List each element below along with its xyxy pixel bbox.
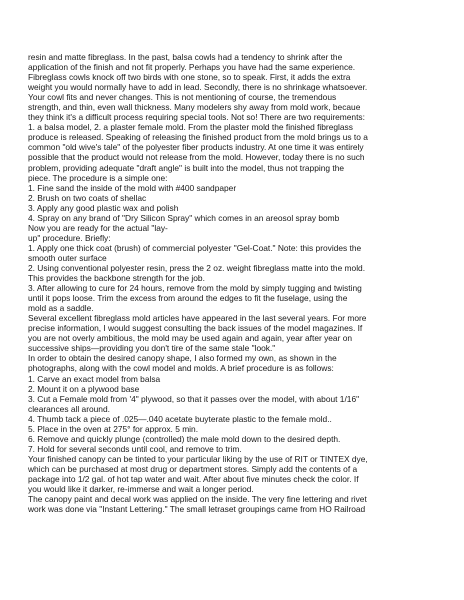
text-line: strength, and thin, even wall thickness. Many modelers shy away from mold work, becaue: [28, 102, 361, 113]
text-line: Your cowl fits and never changes. This is not mentioning of course, the tremendous: [28, 92, 337, 103]
list-item: 1. Apply one thick coat (brush) of commercial polyester "Gel-Coat." Note: this provides the: [28, 242, 362, 253]
text-line: successive ships—providing you don't tire of the same stale "look.": [28, 343, 276, 354]
text-line: application of the finish and not fit properly. Perhaps you have had the same experience.: [28, 62, 356, 73]
text-line: you are not overly ambitious, the mold may be used again and again, year after year on: [28, 333, 353, 344]
text-line: which can be purchased at most drug or department stores. Simply add the contents of a: [28, 463, 358, 474]
text-line: common "old wive's tale" of the polyester fiber products industry. At one time it was entirely: [28, 142, 364, 153]
text-line: weight you would normally have to add in lead. Secondly, there is no shrinkage whatsoever.: [28, 82, 368, 93]
text-line: produce is released. Speaking of releasing the finished product from the mold brings us to a: [28, 132, 368, 143]
text-line: resin and matte fibreglass. In the past, balsa cowls had a tendency to shrink after the: [28, 52, 343, 62]
text-line: Fibreglass cowls knock off two birds with one stone, so to speak. First, it adds the extra: [28, 72, 351, 83]
list-item: 4. Spray on any brand of "Dry Silicon Spray" which comes in an areosol spray bomb: [28, 212, 340, 223]
text-line: clearances all around.: [28, 403, 110, 414]
text-line: until it pops loose. Trim the excess from around the edges to fit the fuselage, using the: [28, 293, 348, 304]
text-line: Your finished canopy can be tinted to your particular liking by the use of RIT or TINTEX dye,: [28, 453, 368, 464]
text-line: 1. a balsa model, 2. a plaster female mold. From the plaster mold the finished fibreglass: [28, 122, 353, 133]
text-line: you would like it darker, re-immerse and wait a longer period.: [28, 484, 254, 495]
list-item: 2. Mount it on a plywood base: [28, 383, 140, 394]
list-item: 3. Apply any good plastic wax and polish: [28, 202, 179, 213]
text-line: precise information, I would suggest consulting the back issues of the model magazines. If: [28, 323, 363, 334]
list-item: 3. Cut a Female mold from '4" plywood, so that it passes over the model, with about 1/16": [28, 393, 360, 404]
text-line: This provides the backbone strength for the job.: [28, 273, 205, 284]
text-line: package into 1/2 gal. of hot tap water and wait. After about five minutes check the color. If: [28, 473, 359, 484]
text-line: up" procedure. Briefly:: [28, 232, 111, 243]
text-line: piece. The procedure is a simple one:: [28, 172, 168, 183]
list-item: 1. Fine sand the inside of the mold with #400 sandpaper: [28, 182, 237, 193]
list-item: 4. Thumb tack a piece of .025—.040 acetate buyterate plastic to the female mold..: [28, 413, 332, 424]
text-line: photographs, along with the cowl model and molds. A brief procedure is as follows:: [28, 363, 334, 374]
list-item: 5. Place in the oven at 275° for approx. 5 min.: [28, 423, 199, 434]
list-item: 3. After allowing to cure for 24 hours, remove from the mold by simply tugging and twisting: [28, 283, 362, 294]
text-line: possible that the product would not release from the mold. However, today there is no such: [28, 152, 365, 163]
text-line: Several excellent fibreglass mold articles have appeared in the last several years. For more: [28, 313, 367, 324]
list-item: 6. Remove and quickly plunge (controlled) the male mold down to the desired depth.: [28, 433, 341, 444]
text-line: they think it's a difficult process requiring special tools. Not so! There are two requirements:: [28, 112, 365, 123]
text-line: work was done via "Instant Lettering." The small letraset groupings came from HO Railroad: [28, 504, 366, 515]
text-line: The canopy paint and decal work was applied on the inside. The very fine lettering and rivet: [28, 494, 367, 505]
text-line: Now you are ready for the actual "lay-: [28, 222, 168, 233]
text-line: In order to obtain the desired canopy shape, I also formed my own, as shown in the: [28, 353, 337, 364]
list-item: 1. Carve an exact model from balsa: [28, 373, 161, 384]
text-line: mold as a saddle.: [28, 303, 94, 314]
document-body: [28, 52, 442, 514]
list-item: 2. Using conventional polyester resin, press the 2 oz. weight fibreglass matte into the mold.: [28, 262, 366, 273]
text-line: problem, providing adequate "draft angle" is built into the model, thus not trapping the: [28, 162, 345, 173]
text-line: smooth outer surface: [28, 252, 107, 263]
list-item: 2. Brush on two coats of shellac: [28, 192, 147, 203]
list-item: 7. Hold for several seconds until cool, and remove to trim.: [28, 443, 242, 454]
